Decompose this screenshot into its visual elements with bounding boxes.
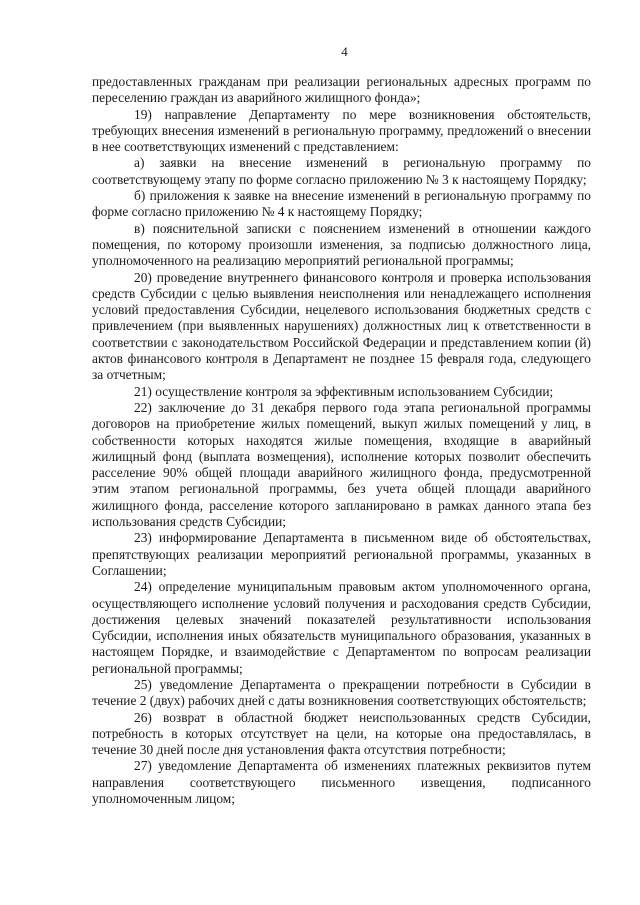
paragraph-item-23: 23) информирование Департамента в письменном виде об обстоятельствах, препятствующих реализации мероприятий региональной программы, указанных в Соглашении;	[92, 530, 591, 578]
paragraph-item-19b: б) приложения к заявке на внесение изменений в региональную программу по форме согласно приложению № 4 к настоящему Порядку;	[92, 188, 591, 220]
paragraph-item-19: 19) направление Департаменту по мере возникновения обстоятельств, требующих внесения изменений в региональную программу, предложений о внесении в нее соответствующих изменений с представлением:	[92, 106, 591, 155]
paragraph-item-19v: в) пояснительной записки с пояснением изменений в отношении каждого помещения, по которому произошли изменения, за подписью должностного лица, уполномоченного на реализацию мероприятий региональной программы;	[92, 220, 591, 269]
paragraph-item-26: 26) возврат в областной бюджет неиспользованных средств Субсидии, потребность в которых отсутствует на цели, на которые она предоставлялась, в течение 30 дней после дня установления факта отсутствия потребности;	[92, 709, 591, 758]
paragraph-item-27: 27) уведомление Департамента об изменениях платежных реквизитов путем направления соответствующего письменного извещения, подписанного уполномоченным лицом;	[92, 758, 591, 807]
paragraph-item-22: 22) заключение до 31 декабря первого года этапа региональной программы договоров на приобретение жилых помещений, выкуп жилых помещений у лиц, в собственности которых находятся жилые помещения, входящие в аварийный жилищный фонд (выплата возмещения), исполнение которых позволит обеспечить расселение 90% общей площади аварийного жилищного фонда, предусмотренной этим этапом региональной программы, без учета общей площади аварийного жилищного фонда, расселение которого запланировано в рамках данного этапа без использования средств Субсидии;	[92, 399, 591, 530]
paragraph-item-25: 25) уведомление Департамента о прекращении потребности в Субсидии в течение 2 (двух) рабочих дней с даты возникновения соответствующих обстоятельств;	[92, 676, 591, 709]
document-body	[92, 74, 591, 807]
paragraph-item-20: 20) проведение внутреннего финансового контроля и проверка использования средств Субсидии с целью выявления неисполнения или ненадлежащего исполнения условий предоставления Субсидии, нецелевого использования бюджетных средств с привлечением (при выявленных нарушениях) должностных лиц к ответственности в соответствии с законодательством Российской Федерации и представлением копии (й) актов финансового контроля в Департамент не позднее 15 февраля года, следующего за отчетным;	[92, 269, 591, 383]
paragraph-item-21: 21) осуществление контроля за эффективным использованием Субсидии;	[134, 383, 554, 399]
paragraph-continuation: предоставленных гражданам при реализации региональных адресных программ по переселению граждан из аварийного жилищного фонда»;	[92, 74, 591, 106]
paragraph-item-24: 24) определение муниципальным правовым актом уполномоченного органа, осуществляющего исполнение условий получения и расходования средств Субсидии, достижения целевых значений показателей результативности использования Субсидии, исполнения иных обязательств муниципального образования, указанных в настоящем Порядке, и взаимодействие с Департаментом по вопросам реализации региональной программы;	[92, 579, 591, 676]
page-number: 4	[341, 44, 348, 59]
paragraph-item-19a: а) заявки на внесение изменений в региональную программу по соответствующему этапу по форме согласно приложению № 3 к настоящему Порядку;	[92, 155, 591, 187]
